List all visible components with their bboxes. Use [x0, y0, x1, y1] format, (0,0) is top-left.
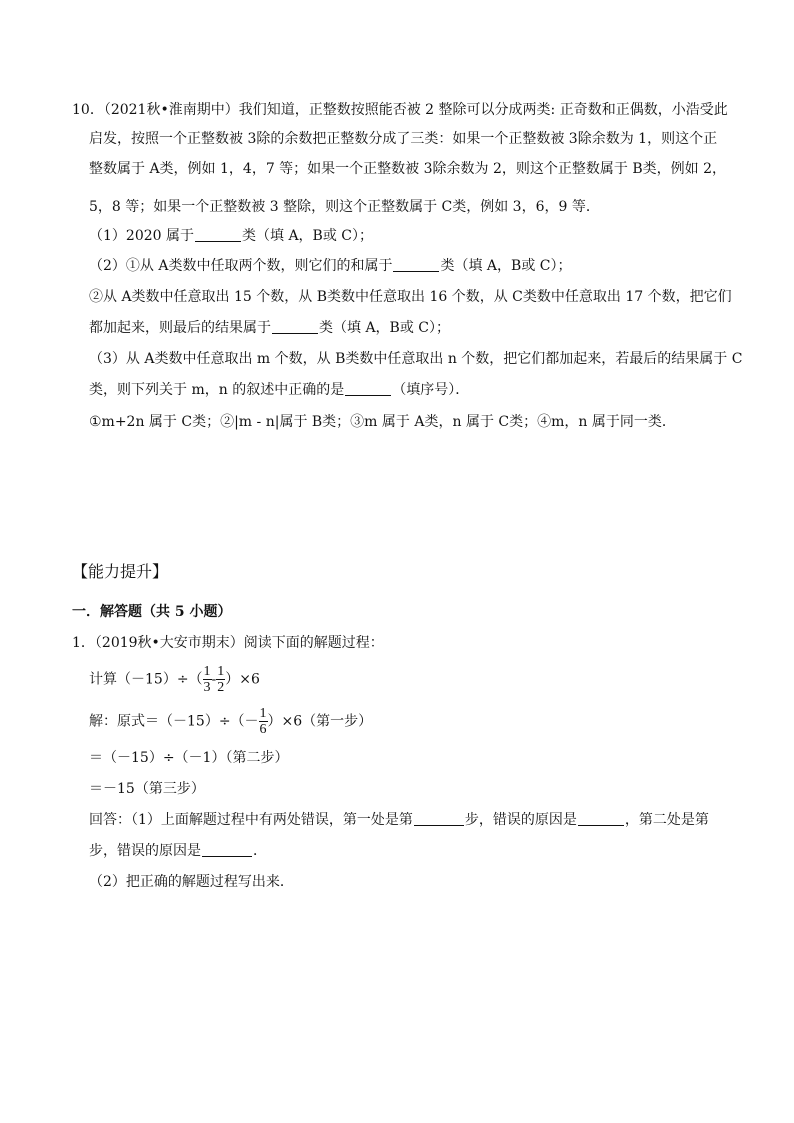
answer-blank[interactable] [578, 811, 624, 826]
q10-line-2: 启发，按照一个正整数被 3除的余数把正整数分成了三类：如果一个正整数被 3除余数为 1，则这个正 [89, 131, 718, 147]
denominator: 6 [259, 722, 267, 737]
denominator: 3 [203, 680, 211, 695]
q10-part-2-text-b: 类（填 A，B或 C）； [440, 258, 572, 274]
numerator: 1 [259, 706, 267, 721]
q10-text-1: 我们知道，正整数按照能否被 2 整除可以分成两类: 正奇数和正偶数，小浩受此 [238, 102, 728, 118]
q10-part-2 [89, 256, 571, 276]
fraction [216, 664, 225, 695]
q1-step-3: ＝－15（第三步） [89, 781, 205, 797]
q1-answer-text-c: ，第二处是第 [624, 812, 709, 828]
section-subtitle: 一．解答题（共 5 小题） [72, 604, 232, 620]
q10-source: （2021秋•淮南期中） [103, 102, 239, 118]
q10-part-2b-text-b: 类（填 A，B或 C）； [319, 320, 451, 336]
q1-calc-text-a: 计算（－15）÷（ [89, 671, 203, 688]
answer-blank[interactable] [195, 227, 241, 242]
answer-blank[interactable] [345, 381, 391, 396]
q1-step-2: ＝（－15）÷（－1）（第二步） [89, 750, 289, 766]
numerator: 1 [217, 664, 225, 679]
q1-answer-text-d: 步，错误的原因是 [89, 843, 201, 859]
q10-part-1 [89, 226, 373, 246]
fraction [259, 706, 268, 737]
answer-blank[interactable] [393, 257, 439, 272]
q1-answer-text-a: 回答：（1）上面解题过程中有两处错误，第一处是第 [89, 812, 413, 828]
q10-part-3-text-b: （填序号）． [392, 382, 470, 398]
q1-answer-text-e: ． [253, 843, 267, 859]
q1-answer-line-3: （2）把正确的解题过程写出来． [89, 874, 294, 890]
answer-blank[interactable] [202, 842, 252, 857]
q10-line-1 [72, 100, 728, 120]
q1-solution-text-a: 解：原式＝（－15）÷（－ [89, 713, 259, 730]
q10-part-2-text-a: （2）①从 A类数中任取两个数，则它们的和属于 [89, 258, 393, 274]
q1-answer-line-1 [89, 810, 709, 830]
q1-solution-line [89, 706, 372, 737]
minus-sign: - [211, 671, 217, 688]
q10-line-3: 整数属于 A类，例如 1，4，7 等；如果一个正整数被 3除余数为 2，则这个正整数属于 B类，例如 2， [89, 161, 726, 177]
q10-options: ①m+2n 属于 C类；②|m - n|属于 B类；③m 属于 A类，n 属于 C类；④m，n 属于同一类． [89, 414, 676, 430]
q1-answer-line-2 [89, 841, 267, 861]
q10-number: 10． [72, 102, 104, 118]
q1-calc-text-b: ）×6 [225, 671, 260, 688]
answer-blank[interactable] [414, 811, 464, 826]
q10-part-3-line-2 [89, 380, 469, 400]
q10-part-1-text-b: 类（填 A，B或 C）； [242, 228, 374, 244]
numerator: 1 [203, 664, 211, 679]
q10-part-3-line-1: （3）从 A类数中任意取出 m 个数，从 B类数中任意取出 n 个数，把它们都加起来，若最后的结果属于 C [89, 351, 743, 367]
answer-blank[interactable] [272, 319, 318, 334]
q10-line-4: 5，8 等；如果一个正整数被 3 整除，则这个正整数属于 C类，例如 3，6，9 等． [89, 199, 600, 215]
q10-part-2b-text-a: 都加起来，则最后的结果属于 [89, 320, 271, 336]
q1-calc-line [89, 664, 260, 695]
q10-part-1-text-a: （1）2020 属于 [89, 228, 194, 244]
q1-solution-text-b: ）×6（第一步） [267, 713, 373, 730]
q10-part-2b-line-1: ②从 A类数中任意取出 15 个数，从 B类数中任意取出 16 个数，从 C类数中任意取出 17 个数，把它们 [89, 289, 732, 305]
fraction [203, 664, 212, 695]
q1-answer-text-b: 步，错误的原因是 [464, 812, 577, 828]
denominator: 2 [217, 680, 225, 695]
q1-intro: 1．（2019秋•大安市期末）阅读下面的解题过程： [72, 635, 384, 651]
q10-part-2b-line-2 [89, 318, 450, 338]
section-title: 【能力提升】 [72, 562, 169, 581]
q10-part-3-text-a: 类，则下列关于 m，n 的叙述中正确的是 [89, 382, 345, 398]
